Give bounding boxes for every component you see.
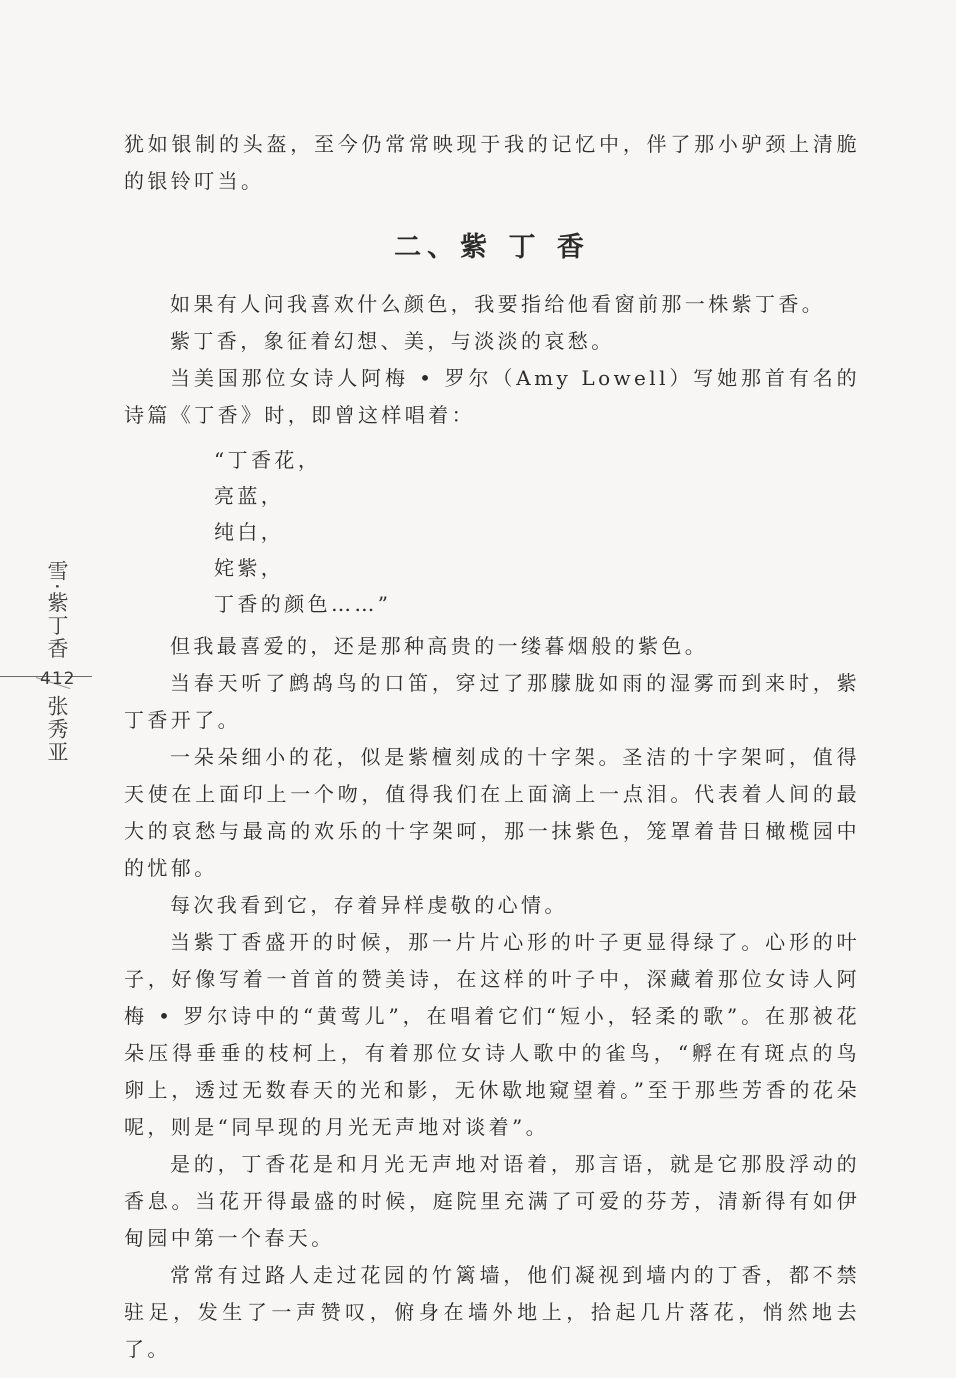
page-number: 412 [40,668,76,689]
paragraph-continued: 犹如银制的头盔，至今仍常常映现于我的记忆中，伴了那小驴颈上清脆的银铃叮当。 [124,132,860,193]
section-title: 二、紫 丁 香 [394,232,590,263]
paragraph: 每次我看到它，存着异样虔敬的心情。 [170,893,568,917]
poem-line: 姹紫， [214,556,285,580]
poem-line: 丁香的颜色……” [214,592,392,616]
paragraph: 是的，丁香花是和月光无声地对语着，那言语，就是它那股浮动的香息。当花开得最盛的时候，庭院里充满了可爱的芬芳，清新得有如伊甸园中第一个春天。 [124,1152,860,1250]
paragraph: 如果有人问我喜欢什么颜色，我要指给他看窗前那一株紫丁香。 [170,292,826,316]
paragraph: 但我最喜爱的，还是那种高贵的一缕暮烟般的紫色。 [170,634,709,658]
running-head-author: 张秀亚 [45,694,69,764]
paragraph: 当紫丁香盛开的时候，那一片片心形的叶子更显得绿了。心形的叶子，好像写着一首首的赞美诗，在这样的叶子中，深藏着那位女诗人阿梅 • 罗尔诗中的“黄莺儿”，在唱着它们“短小，轻柔的歌”。在那被花朵压得垂垂的枝柯上，有着那位女诗人歌中的雀鸟，“孵在有斑点的鸟卵上，透过无数春天的光和影，无休歇地窥望着。”至于那些芳香的花朵呢，则是“同早现的月光无声地对谈着”。 [124,930,860,1139]
paragraph: 当春天听了鹧鸪鸟的口笛，穿过了那朦胧如雨的湿雾而到来时，紫丁香开了。 [124,671,860,732]
paragraph: 当美国那位女诗人阿梅 • 罗尔（Amy Lowell）写她那首有名的诗篇《丁香》时，即曾这样唱着： [124,366,860,427]
poem-line: 亮蓝， [214,484,285,508]
poem-line: “丁香花， [214,448,322,472]
running-head-book-title: 雪·紫丁香 [45,560,69,661]
poem-quote [214,442,860,622]
paragraph: 紫丁香，象征着幻想、美，与淡淡的哀愁。 [170,329,615,353]
paragraph: 常常有过路人走过花园的竹篱墙，他们凝视到墙内的丁香，都不禁驻足，发生了一声赞叹，俯身在墙外地上，拾起几片落花，悄然地去了。 [124,1263,860,1361]
main-text [124,126,860,1368]
paragraph: 一朵朵细小的花，似是紫檀刻成的十字架。圣洁的十字架呵，值得天使在上面印上一个吻，值得我们在上面滴上一点泪。代表着人间的最大的哀愁与最高的欢乐的十字架呵，那一抹紫色，笼罩着昔日橄榄园中的忧郁。 [124,745,860,880]
running-head [40,560,76,764]
poem-line: 纯白， [214,520,285,544]
